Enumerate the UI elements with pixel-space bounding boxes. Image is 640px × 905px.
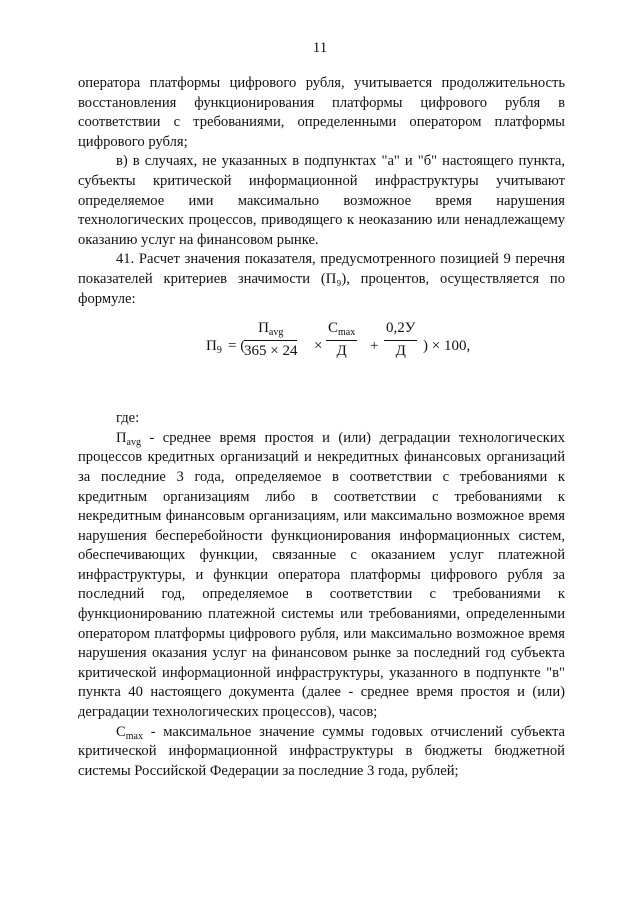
formula-eq-open: = ( [228,338,246,355]
document-body [78,74,565,781]
formula-times: × [314,338,323,355]
formula-fraction-1: $П_{avg}$ 365 × 24 [244,320,298,359]
definition-p-avg: $П_{avg}$ - среднее время простоя и (или) деградации технологических процессов кредитных организаций и некредитных финансовых организаций за последние 3 года, определяемое в соответствии с требованиями к кредитным организациям либо в соответствии с требованиями к некредитным финансовым организациям, или максимально возможное время нарушения бесперебойности функционирования информационных систем, обеспечивающих функции, связанные с оказанием услуг платежной инфраструктуры, и функции оператора платформы цифрового рубля за последний год, определяемое в соответствии с требованиями к функционированию платежной системы или требованиями, определенными оператором платформы цифрового рубля, или максимально возможное время нарушения оказания услуг на финансовом рынке за последний год субъекта критической информационной инфраструктуры, указанного в подпункте "в" пункта 40 настоящего документа (далее - среднее время простоя и (или) деградации технологических процессов), часов; [78,429,565,721]
definition-c-max: $C_{max}$ - максимальное значение суммы годовых отчислений субъекта критической информационной инфраструктуры в бюджеты бюджетной системы Российской Федерации за последние 3 года, рублей; [78,723,565,779]
formula-plus: + [370,338,379,355]
where-label: где: [116,410,140,427]
paragraph: в) в случаях, не указанных в подпунктах "а" и "б" настоящего пункта, субъекты критической информационной инфраструктуры учитывают определяемое ими максимально возможное время нарушения технологических процессов, приводящего к неоказанию или ненадлежащему оказанию услуг на финансовом рынке. [78,153,565,248]
formula [78,317,565,387]
paragraph: 41. Расчет значения показателя, предусмотренного позицией 9 перечня показателей критериев значимости (П₉), процентов, осуществляется по формуле: [78,251,565,307]
formula-tail: ) × 100, [423,338,471,355]
formula-lhs: $П_9$ [206,338,222,357]
formula-fraction-3: 0,2У Д [386,320,416,359]
paragraph: оператора платформы цифрового рубля, учитывается продолжительность восстановления функционирования платформы цифрового рубля в соответствии с требованиями, определенными оператором платформы цифрового рубля; [78,75,565,150]
page-number: 11 [312,40,328,56]
formula-fraction-2: $C_{max}$ Д [328,320,356,359]
